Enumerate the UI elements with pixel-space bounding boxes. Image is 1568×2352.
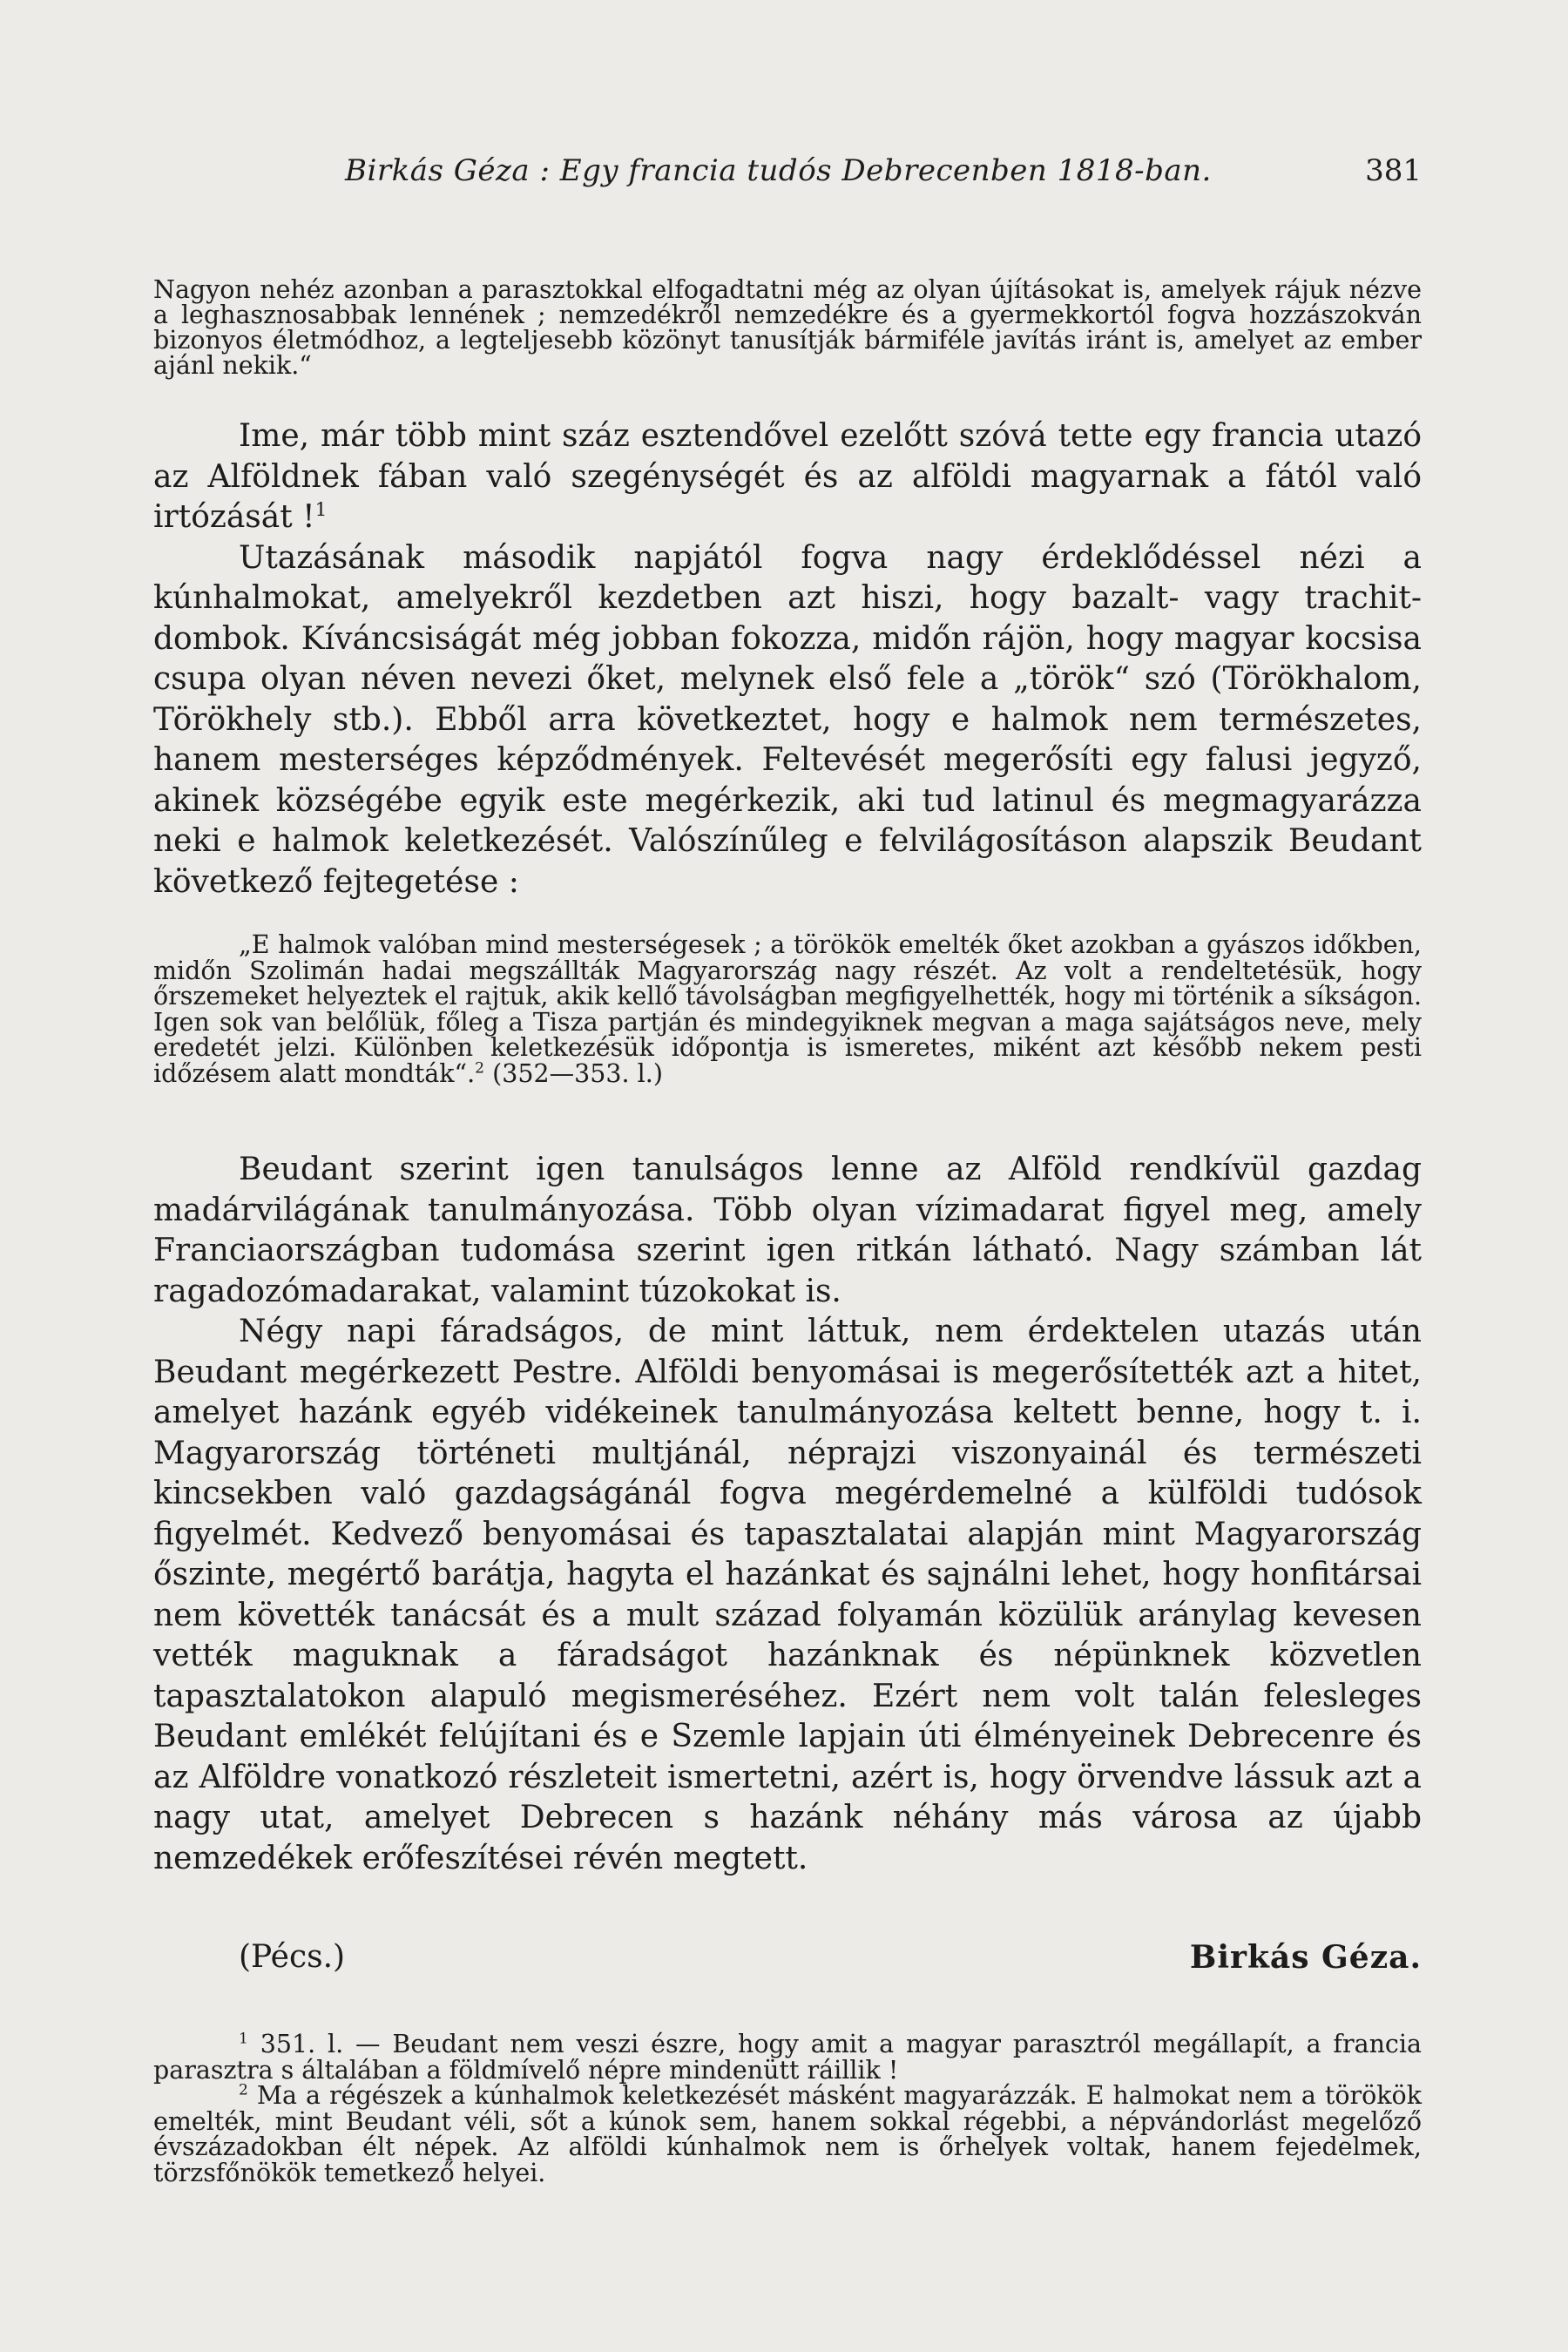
body-block-1: [153, 416, 1422, 902]
footnote-1-marker: 1: [239, 2030, 248, 2048]
signature-place: (Pécs.): [239, 1939, 346, 1975]
paragraph-4: Négy napi fáradságos, de mint láttuk, nem érdektelen utazás után Beudant megérkezett Pestre. Alföldi benyomásai is megerősítették azt a hitet, amelyet hazánk egyéb vidékeinek tanulmányozása keltett benne, hogy t. i. Magyarország történeti multjánál, néprajzi viszonyainál és természeti kincsekben való gazdagságánál fogva megérdemelné a külföldi tudósok figyelmét. Kedvező benyomásai és tapasztalatai alapján mint Magyarország őszinte, megértő barátja, hagyta el hazánkat és sajnálni lehet, hogy honfitársai nem követték tanácsát és a mult század folyamán közülük aránylag kevesen vették maguknak a fáradságot hazánknak és népünknek közvetlen tapasztalatokon alapuló megismeréséhez. Ezért nem volt talán felesleges Beudant emlékét felújítani és e Szemle lapjain úti élményeinek Debrecenre és az Alföldre vonatkozó részleteit ismertetni, azért is, hogy örvendve lássuk azt a nagy utat, amelyet Debrecen s hazánk néhány más városa az újabb nemzedékek erőfeszítései révén megtett.: [153, 1314, 1422, 1876]
footnotes: [153, 2031, 1422, 2186]
paragraph-3: Beudant szerint igen tanulságos lenne az Alföld rendkívül gazdag madárvilágának tanulmányozása. Több olyan vízimadarat figyel meg, amely Franciaországban tudomása szerint igen ritkán látható. Nagy számban lát ragadozómadarakat, valamint túzokokat is.: [153, 1152, 1422, 1309]
paragraph-2: Utazásának második napjától fogva nagy érdeklődéssel nézi a kúnhalmokat, amelyekről kezdetben azt hiszi, hogy bazalt- vagy trachit-dombok. Kíváncsiságát még jobban fokozza, midőn rájön, hogy magyar kocsisa csupa olyan néven nevezi őket, melynek első fele a „török“ szó (Törökhalom, Törökhely stb.). Ebből arra következtet, hogy e halmok nem természetes, hanem mesterséges képződmények. Feltevését megerősíti egy falusi jegyző, akinek községébe egyik este megérkezik, aki tud latinul és megmagyarázza neki e halmok keletkezését. Valószínűleg e felvilágosításon alapszik Beudant következő fejtegetése :: [153, 539, 1422, 900]
quote-block: [153, 932, 1422, 1087]
footnote-2-marker: 2: [239, 2081, 248, 2099]
footnote-ref-2: 2: [475, 1059, 485, 1078]
footnote-ref-1: 1: [314, 499, 328, 521]
signature-author: Birkás Géza.: [1189, 1939, 1422, 1976]
paragraph-1-text: Ime, már több mint száz esztendővel ezelőtt szóvá tette egy francia utazó az Alföldnek fában való szegénységét és az alföldi magyarnak a fától való irtózását !: [153, 418, 1422, 535]
block-quote-text: „E halmok valóban mind mesterségesek ; a törökök emelték őket azokban a gyászos időkben, midőn Szolimán hadai megszállták Magyarország nagy részét. Az volt a rendeltetésük, hogy őrszemeket helyeztek el rajtuk, akik kellő távolságban megfigyelhették, hogy mi történik a síkságon. Igen sok van belőlük, főleg a Tisza partján és mindegyiknek megvan a maga sajátságos neve, mely eredetét jelzi. Különben keletkezésük időpontja is ismeretes, miként azt később nekem pesti időzésem alatt mondták“.: [153, 930, 1422, 1088]
intro-quote: Nagyon nehéz azonban a parasztokkal elfogadtatni még az olyan újításokat is, amelyek rájuk nézve a leghasznosabbak lennének ; nemzedékről nemzedékre és a gyermekkortól fogva hozzászokván bizonyos életmódhoz, a legteljesebb közönyt tanusítják bármiféle javítás iránt is, amelyet az ember ajánl nekik.“: [153, 275, 1422, 380]
footnote-1-text: 351. l. — Beudant nem veszi észre, hogy amit a magyar parasztról megállapít, a francia parasztra s általában a földmívelő népre mindenütt ráillik !: [153, 2030, 1422, 2085]
footnote-1: [153, 2031, 1422, 2083]
paragraph-1: [153, 416, 1422, 538]
footnote-2-text: Ma a régészek a kúnhalmok keletkezését másként magyarázzák. E halmokat nem a törökök emelték, mint Beudant véli, sőt a kúnok sem, hanem sokkal régebbi, a népvándorlást megelőző évszázadokban élt népek. Az alföldi kúnhalmok nem is őrhelyek voltak, hanem fejedelmek, törzsfőnökök temetkező helyei.: [153, 2081, 1422, 2187]
page-number: 381: [1365, 153, 1422, 188]
running-title: Birkás Géza : Egy francia tudós Debrecenben 1818-ban.: [345, 153, 1212, 188]
block-quote-citation: (352—353. l.): [484, 1058, 663, 1088]
body-block-2: [153, 1150, 1422, 1879]
block-quote: [153, 932, 1422, 1087]
footnote-2: [153, 2083, 1422, 2186]
signature: [153, 1937, 1422, 1977]
running-header: [153, 153, 1422, 197]
intro-quote-block: [153, 277, 1422, 378]
